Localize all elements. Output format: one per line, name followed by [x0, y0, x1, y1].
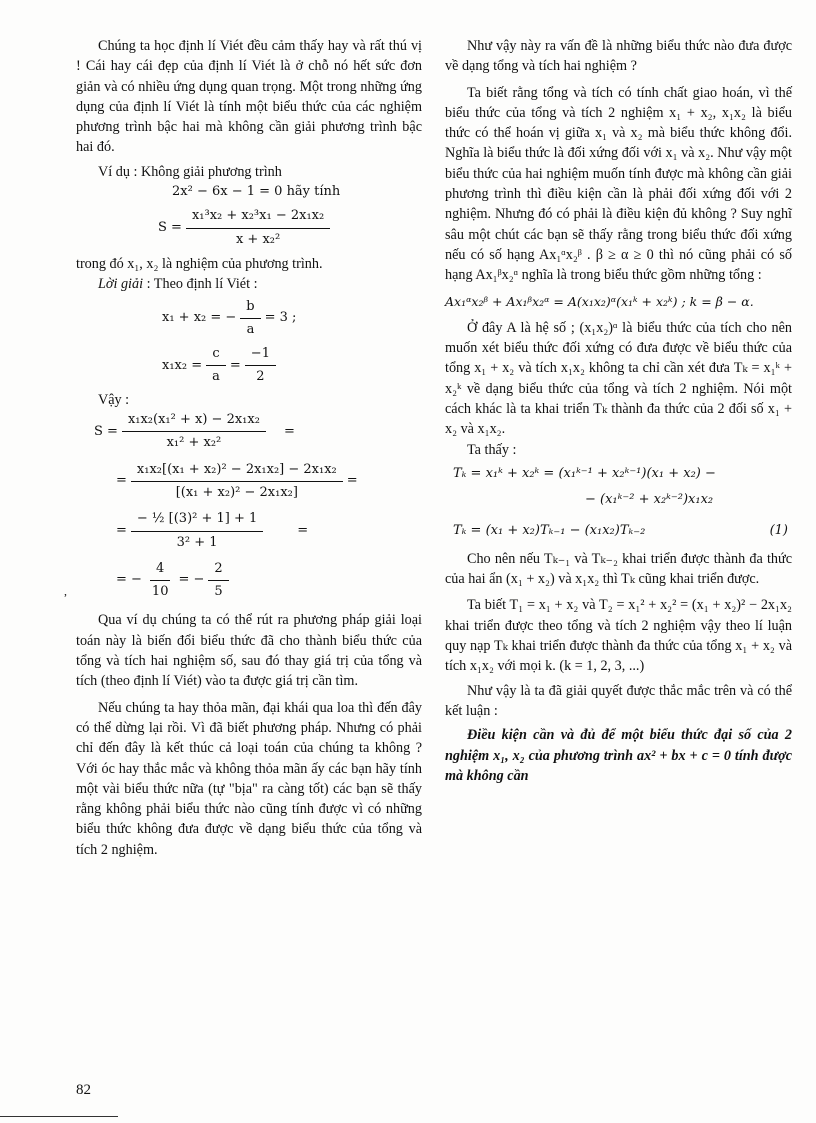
- solution-label: Lời giải: [98, 276, 144, 293]
- intro-paragraph: Chúng ta học định lí Viét đều cảm thấy hay và rất thú vị ! Cái hay cái đẹp của định lí Viét là ở chỗ nó hết sức đơn giản và có nhiều ứng dụng quan trọng. Một trong những ứng dụng của định lí Viét là tính một biểu thức của các nghiệm phương trình bậc hai mà không cần giải phương trình bậc hai đó.: [76, 38, 422, 156]
- example-line: Ví dụ : Không giải phương trình: [98, 163, 282, 180]
- tk-expansion-line-1: Tₖ = x₁ᵏ + x₂ᵏ = (x₁ᵏ⁻¹ + x₂ᵏ⁻¹)(x₁ + x₂) −: [453, 465, 716, 481]
- bottom-rule: [0, 1116, 118, 1117]
- example-equation: 2x² − 6x − 1 = 0 hãy tính: [172, 184, 341, 200]
- product-of-roots: x₁x₂ = $\frac{c}{a}$ = $\frac{-1}{2}$: [76, 344, 422, 388]
- symmetric-sum-equation: Ax₁ᵅx₂ᵝ + Ax₁ᵝx₂ᵅ = A(x₁x₂)ᵅ(x₁ᵏ + x₂ᵏ) ; k = β − α.: [445, 293, 754, 309]
- question-paragraph: Như vậy này ra vấn đề là những biểu thức nào đưa được về dạng tổng và tích hai nghiệm ?: [445, 38, 792, 75]
- induction-paragraph: Ta biết T₁ = x₁ + x₂ và T₂ = x₁² + x₂² = (x₁ + x₂)² − 2x₁x₂ khai triển được theo tổng và tích 2 nghiệm vậy theo lí luận quy nạp Tₖ khai triển được thành đa thức của tổng x₁ + x₂ và tích x₁x₂ với mọi k. (k = 1, 2, 3, ...): [445, 597, 792, 675]
- right-column: [445, 36, 792, 786]
- theorem-statement: Điều kiện cần và đủ để một biểu thức đại số của 2 nghiệm x₁, x₂ của phương trình ax² + bx + c = 0 tính được mà không cần: [445, 727, 792, 784]
- tk-expansion-line-2: − (x₁ᵏ⁻² + x₂ᵏ⁻²)x₁x₂: [585, 492, 714, 508]
- page-number: 82: [76, 1082, 91, 1098]
- discussion-paragraph: Nếu chúng ta hay thỏa mãn, đại khái qua loa thì đến đây có thể dừng lại rồi. Vì đã biết phương pháp. Nhưng có phải chỉ đến đây là kết thúc cả loại toán của chúng ta không ? Với óc hay thắc mắc và không thỏa mãn ấy các bạn hãy tính một vài biểu thức nữa (tự "bịa" ra càng tốt) các bạn sẽ thấy rằng không phải biểu thức nào cũng tính được vì có những biểu thức không đưa được về dạng biểu thức của tổng và tích 2 nghiệm.: [76, 699, 422, 858]
- sum-of-roots: x₁ + x₂ = − $\frac{b}{a}$ = 3 ;: [162, 298, 297, 337]
- solution-line: Lời giải : Theo định lí Viét :: [98, 276, 258, 293]
- reduction-paragraph: Ở đây A là hệ số ; (x₁x₂)ᵅ là biểu thức của tích cho nên muốn xét biểu thức đối xứng có đưa được về biểu thức của tổng x₁ + x₂ và tích x₁x₂ không ta chỉ cần xét đưa Tₖ = x₁ᵏ + x₂ᵏ về dạng biểu thức của tổng và tích 2 nghiệm. Nói một cách khác là ta khai triển Tₖ thành đa thức của 2 đối số x₁ + x₂ và x₁x₂.: [445, 319, 792, 438]
- s-step-4: = − $\frac{4}{10}$ = − $\frac{2}{5}$: [76, 559, 422, 603]
- recurrence-paragraph: Cho nên nếu Tₖ₋₁ và Tₖ₋₂ khai triển được thành đa thức của hai ẩn (x₁ + x₂) và x₁x₂ thì Tₖ cũng khai triển được.: [445, 550, 792, 588]
- roots-note: trong đó x₁, x₂ là nghiệm của phương trình.: [76, 255, 323, 272]
- recurrence-equation: Tₖ = (x₁ + x₂)Tₖ₋₁ − (x₁x₂)Tₖ₋₂ (1): [445, 521, 792, 541]
- conclusion-intro: Như vậy là ta đã giải quyết được thắc mắc trên và có thể kết luận :: [445, 682, 792, 719]
- equation-number: (1): [769, 522, 788, 538]
- s-step-3: = $\frac{\text{− ½ [(3)² + 1] + 1}}{\text{3² + 1}}$ =: [116, 511, 309, 550]
- left-column: [76, 36, 422, 860]
- symmetry-paragraph: Ta biết rằng tổng và tích có tính chất giao hoán, vì thế biểu thức của tổng và tích 2 nghiệm x₁ + x₂, x₁x₂ là biểu thức có thể hoán vị giữa x₁ và x₂ mà biểu thức không đổi. Nghĩa là biểu thức là đối xứng đối với x₁ và x₂. Như vậy một biểu thức của hai nghiệm muốn tính được mà không cần giải phương trình thì điều kiện cần là phải đối xứng đối với 2 nghiệm. Nhưng đó có phải là điều kiện đủ không ? Suy nghĩ sâu một chút các bạn sẽ thấy rằng trong biểu thức đối xứng nếu có số hạng Ax₁ᵅx₂ᵝ . β ≥ α ≥ 0 thì nó cũng phải có số hạng Ax₁ᵝx₂ᵅ nghĩa là trong biểu thức gồm những tổng :: [445, 84, 792, 284]
- s-step-2: = $\frac{\text{x₁x₂[(x₁ + x₂)² − 2x₁x₂] − 2x₁x₂}}{\text{[(x₁ + x₂)² − 2x₁x₂]}}$ =: [116, 461, 358, 500]
- vay-label: Vậy :: [98, 391, 130, 408]
- s-definition: S = $\frac{\text{x₁³x₂ + x₂³x₁ − 2x₁x₂}}{\text{x + x₂²}}$: [76, 206, 422, 250]
- ink-speck: ,: [64, 584, 67, 598]
- method-paragraph: Qua ví dụ chúng ta có thể rút ra phương pháp giải loại toán này là biến đổi biểu thức đã cho thành biểu thức của tổng và tích hai nghiệm số, sau đó thay giá trị của tổng và tích (theo định lí Viét) vào ta được giá trị cần tìm.: [76, 612, 422, 690]
- ta-thay-label: Ta thấy :: [467, 441, 517, 458]
- s-step-1: S = $\frac{\text{x₁x₂(x₁² + x) − 2x₁x₂}}{\text{x₁² + x₂²}}$ =: [94, 412, 295, 451]
